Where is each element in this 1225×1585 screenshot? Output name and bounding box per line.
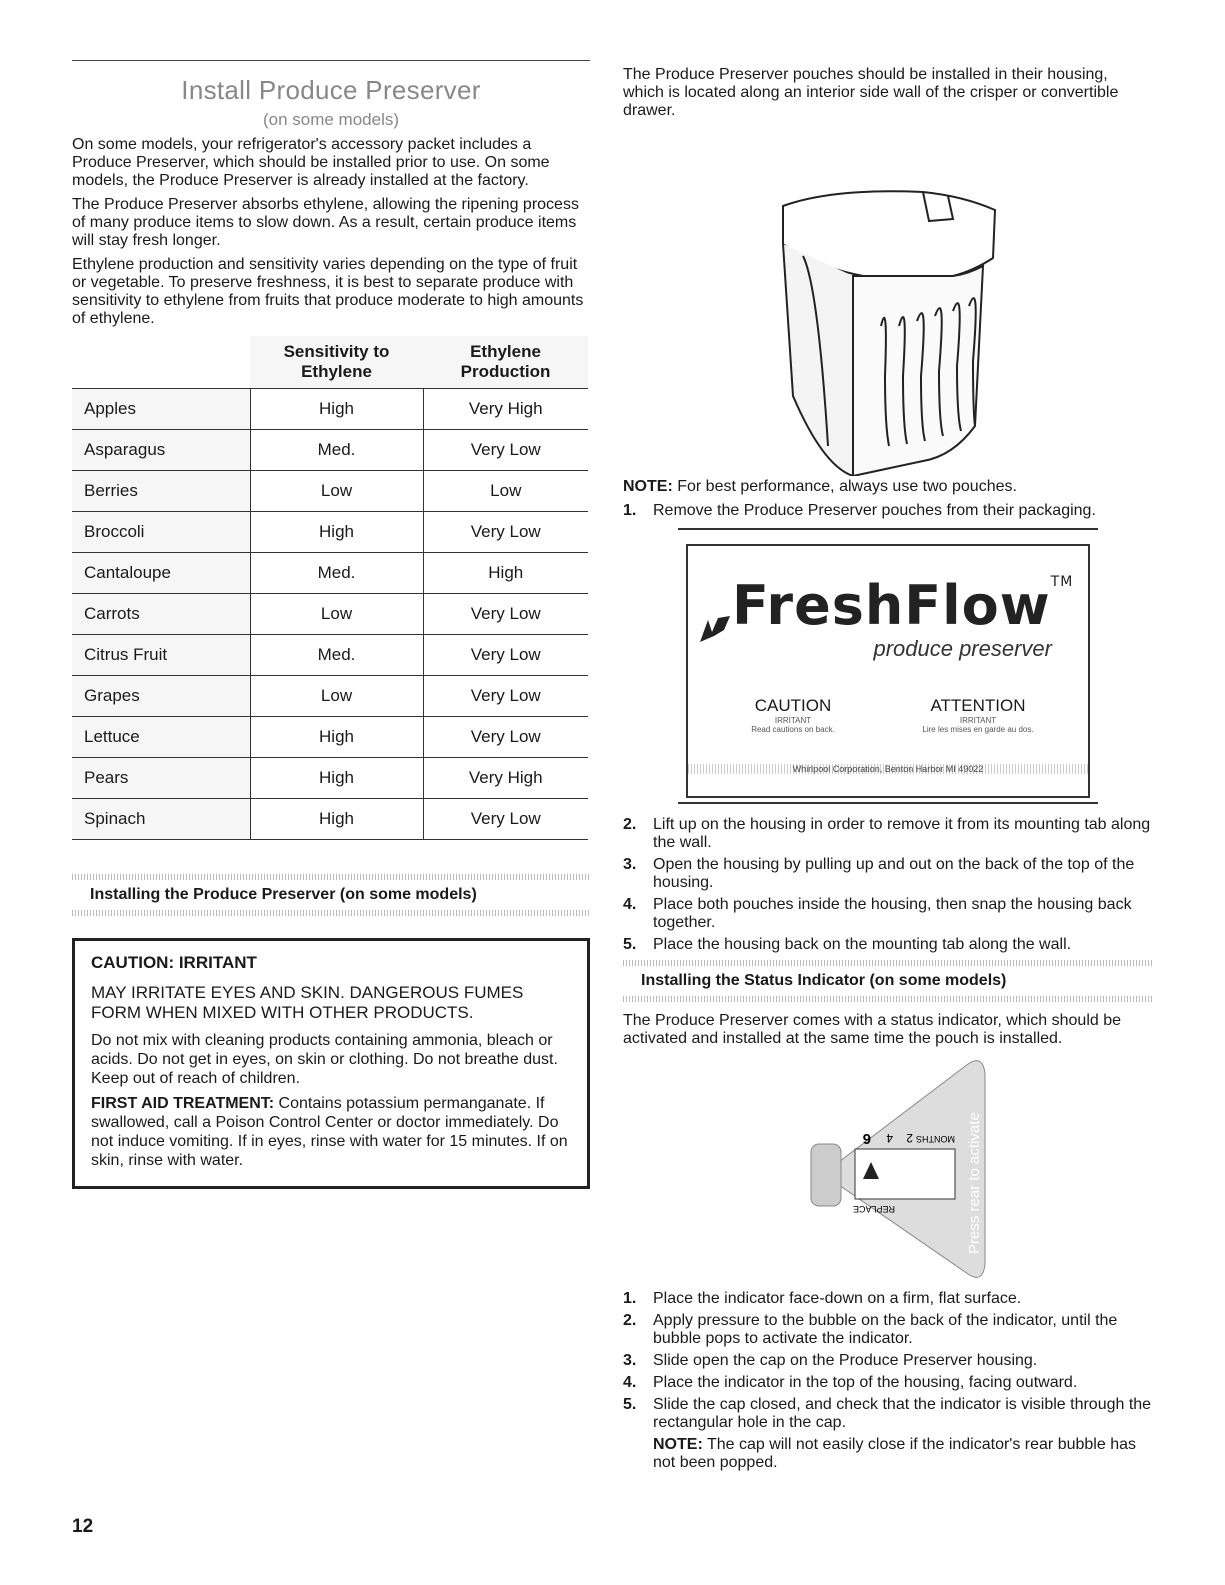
freshflow-brand: FreshFlow™: [698, 574, 1073, 637]
sensitivity-value: Med.: [250, 430, 423, 471]
note-2: [623, 1436, 1153, 1472]
step-text: Place the indicator face-down on a firm, flat surface.: [653, 1290, 1022, 1307]
produce-name: Cantaloupe: [72, 553, 250, 594]
indicator-press: Press rear to activate: [966, 1112, 983, 1254]
label-caution: CAUTION IRRITANT Read cautions on back.: [751, 696, 835, 734]
list-item: [623, 856, 1153, 892]
step-text: Place both pouches inside the housing, then snap the housing back together.: [653, 896, 1132, 931]
ethylene-table: [72, 336, 588, 840]
table-row: [72, 594, 588, 635]
page-subtitle: (on some models): [262, 110, 400, 129]
page-number: 12: [72, 1516, 94, 1537]
table-row: [72, 717, 588, 758]
top-rule: [72, 60, 590, 61]
caution-body: Do not mix with cleaning products containing ammonia, bleach or acids. Do not get in eyes, on skin or clothing. Do not breathe dust. Keep out of reach of children.: [91, 1032, 558, 1087]
table-row: [72, 512, 588, 553]
note-1: [623, 478, 1153, 496]
production-value: Very Low: [423, 512, 588, 553]
step-text: Apply pressure to the bubble on the back of the indicator, until the bubble pops to activate the indicator.: [653, 1312, 1118, 1347]
step-number: 1.: [623, 1290, 637, 1307]
steps-housing: [623, 816, 1153, 954]
table-row: [72, 553, 588, 594]
header-production: Ethylene Production: [423, 336, 588, 389]
status-intro: The Produce Preserver comes with a status indicator, which should be activated and installed at the same time the pouch is installed.: [623, 1012, 1122, 1047]
note-1-text: For best performance, always use two pouches.: [672, 478, 1017, 495]
production-value: Very Low: [423, 799, 588, 840]
list-item: [623, 1352, 1153, 1370]
table-body: [72, 389, 588, 840]
step-number: 2.: [623, 1312, 637, 1329]
status-section: [623, 960, 1153, 1002]
leaf-logo-icon: [698, 594, 732, 624]
table-row: [72, 471, 588, 512]
production-value: High: [423, 553, 588, 594]
step-number: 5.: [623, 936, 637, 953]
produce-name: Berries: [72, 471, 250, 512]
first-aid-label: FIRST AID TREATMENT:: [91, 1095, 275, 1112]
produce-name: Broccoli: [72, 512, 250, 553]
produce-name: Lettuce: [72, 717, 250, 758]
produce-name: Apples: [72, 389, 250, 430]
install-section: [72, 874, 590, 916]
production-value: Very High: [423, 758, 588, 799]
sensitivity-value: Low: [250, 471, 423, 512]
step-number: 4.: [623, 1374, 637, 1391]
header-sensitivity: Sensitivity to Ethylene: [250, 336, 423, 389]
freshflow-label-frame: [678, 528, 1098, 804]
indicator-n6: 6: [862, 1130, 871, 1147]
left-column: [72, 60, 590, 1189]
caution-warning: MAY IRRITATE EYES AND SKIN. DANGEROUS FUMES FORM WHEN MIXED WITH OTHER PRODUCTS.: [91, 983, 524, 1022]
freshflow-label: [686, 544, 1090, 798]
note-1-label: NOTE:: [623, 478, 673, 495]
sensitivity-value: High: [250, 799, 423, 840]
freshflow-subtitle: produce preserver: [873, 636, 1052, 661]
first-aid: [91, 1094, 571, 1170]
list-item: [623, 1312, 1153, 1348]
list-item: [623, 1396, 1153, 1432]
label-attention: ATTENTION IRRITANT Lire les mises en garde au dos.: [922, 696, 1034, 734]
sensitivity-value: Low: [250, 676, 423, 717]
sensitivity-value: Med.: [250, 635, 423, 676]
sensitivity-value: Med.: [250, 553, 423, 594]
sensitivity-value: High: [250, 758, 423, 799]
note-2-label: NOTE:: [653, 1436, 703, 1453]
caution-title: CAUTION: IRRITANT: [91, 953, 257, 972]
sensitivity-value: Low: [250, 594, 423, 635]
step-number: 5.: [623, 1396, 637, 1413]
intro-paragraph-1: On some models, your refrigerator's accessory packet includes a Produce Preserver, which should be installed prior to use. On some models, the Produce Preserver is already installed at the factory.: [72, 136, 550, 189]
production-value: Low: [423, 471, 588, 512]
table-row: [72, 758, 588, 799]
list-item: [623, 816, 1153, 852]
table-row: [72, 430, 588, 471]
production-value: Very Low: [423, 430, 588, 471]
page-title: Install Produce Preserver: [181, 75, 481, 105]
step-number: 2.: [623, 816, 637, 833]
list-item: [623, 896, 1153, 932]
production-value: Very Low: [423, 594, 588, 635]
step-number: 3.: [623, 1352, 637, 1369]
right-intro: The Produce Preserver pouches should be installed in their housing, which is located along an interior side wall of the crisper or convertible drawer.: [623, 66, 1119, 119]
sensitivity-value: High: [250, 512, 423, 553]
produce-name: Grapes: [72, 676, 250, 717]
right-column: [623, 66, 1153, 1478]
label-footer: Whirlpool Corporation, Benton Harbor MI 49022: [688, 764, 1088, 774]
intro-paragraph-3: Ethylene production and sensitivity varies depending on the type of fruit or vegetable. To preserve freshness, it is best to separate produce with sensitivity to ethylene from fruits that produce moderate to high amounts of ethylene.: [72, 256, 584, 327]
produce-name: Pears: [72, 758, 250, 799]
step-text: Open the housing by pulling up and out on the back of the top of the housing.: [653, 856, 1135, 891]
step-text: Slide the cap closed, and check that the indicator is visible through the rectangular hole in the cap.: [653, 1396, 1152, 1431]
intro-paragraph-2: The Produce Preserver absorbs ethylene, allowing the ripening process of many produce items to slow down. As a result, certain produce items will stay fresh longer.: [72, 196, 579, 249]
status-heading: Installing the Status Indicator (on some models): [641, 972, 1007, 989]
step-number: 4.: [623, 896, 637, 913]
step-text: Slide open the cap on the Produce Preserver housing.: [653, 1352, 1038, 1369]
install-heading: Installing the Produce Preserver (on some models): [90, 886, 477, 903]
status-indicator-illustration: [623, 1054, 1153, 1284]
step-text: Place the housing back on the mounting tab along the wall.: [653, 936, 1072, 953]
step-1-list: [623, 502, 1153, 520]
step-text: Place the indicator in the top of the housing, facing outward.: [653, 1374, 1078, 1391]
steps-indicator: [623, 1290, 1153, 1432]
step-number: 3.: [623, 856, 637, 873]
list-item: [623, 1290, 1153, 1308]
step-text: Lift up on the housing in order to remove it from its mounting tab along the wall.: [653, 816, 1151, 851]
list-item: [623, 936, 1153, 954]
sensitivity-value: High: [250, 717, 423, 758]
produce-name: Spinach: [72, 799, 250, 840]
sensitivity-value: High: [250, 389, 423, 430]
caution-box: [72, 938, 590, 1189]
production-value: Very High: [423, 389, 588, 430]
production-value: Very Low: [423, 676, 588, 717]
production-value: Very Low: [423, 635, 588, 676]
produce-name: Citrus Fruit: [72, 635, 250, 676]
list-item: [623, 1374, 1153, 1392]
first-aid-text: Contains potassium permanganate. If swallowed, call a Poison Control Center or doctor immediately. Do not induce vomiting. If in eyes, rinse with water for 15 minutes. If on skin, rinse with water.: [91, 1095, 568, 1169]
table-row: [72, 676, 588, 717]
production-value: Very Low: [423, 717, 588, 758]
note-2-text: The cap will not easily close if the indicator's rear bubble has not been popped.: [653, 1436, 1136, 1471]
produce-name: Asparagus: [72, 430, 250, 471]
list-item: 1. Remove the Produce Preserver pouches from their packaging.: [623, 502, 1096, 519]
table-row: [72, 799, 588, 840]
produce-name: Carrots: [72, 594, 250, 635]
indicator-n2: 2: [906, 1131, 913, 1145]
table-row: [72, 635, 588, 676]
indicator-n4: 4: [886, 1131, 893, 1145]
indicator-replace: REPLACE: [852, 1204, 895, 1214]
table-row: [72, 389, 588, 430]
housing-illustration: [623, 126, 1153, 476]
indicator-months: MONTHS: [916, 1134, 955, 1144]
